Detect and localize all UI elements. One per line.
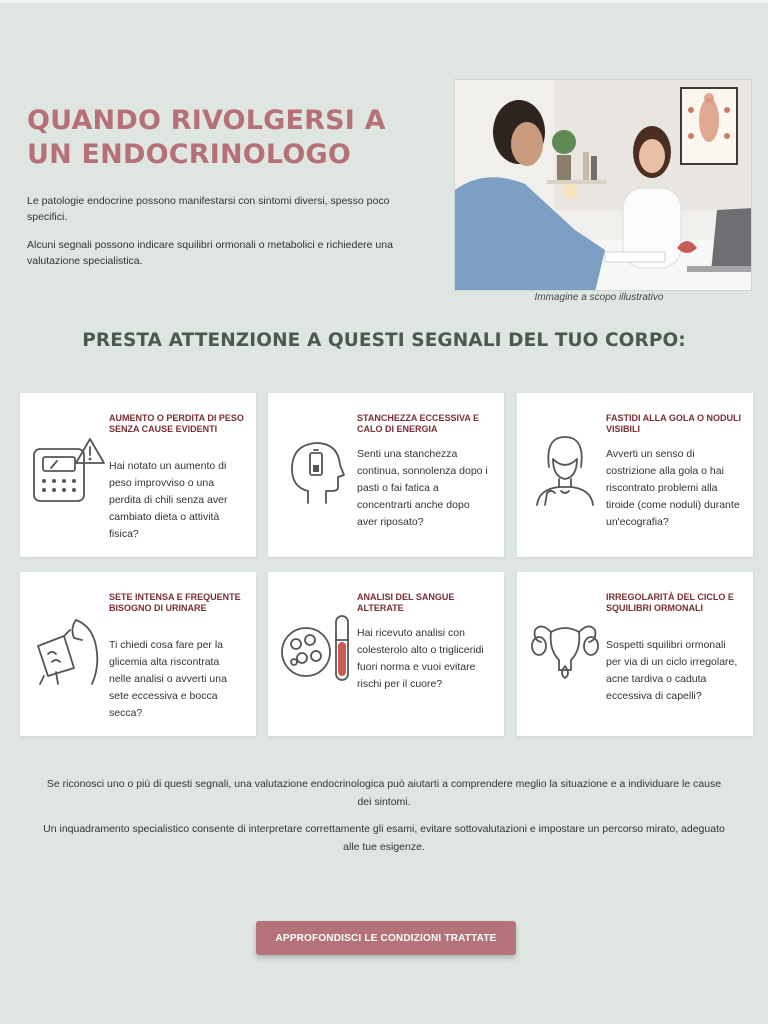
- outro-text-1: Se riconosci uno o più di questi segnali, una valutazione endocrinologica può aiutarti a comprendere meglio la situazione e a individuare le cause dei sintomi.: [46, 778, 722, 808]
- card-title: FASTIDI ALLA GOLA O NODULI VISIBILI: [606, 413, 741, 434]
- card-text: Avverti un senso di costrizione alla gola o hai riscontrato problemi alla tiroide (come noduli) durante un'ecografia?: [606, 448, 740, 528]
- card-text: Hai ricevuto analisi con colesterolo alto o trigliceridi fuori norma e vuoi evitare rischi per il cuore?: [357, 627, 484, 690]
- blood-test-icon: [278, 610, 354, 686]
- woman-neck-icon: [527, 431, 603, 507]
- outro-text-2: Un inquadramento specialistico consente di interpretare correttamente gli esami, evitare sottovalutazioni e impostare un percorso mirato, adeguato alle tue esigenze.: [43, 823, 725, 853]
- card-title: ANALISI DEL SANGUE ALTERATE: [357, 592, 455, 613]
- image-caption: Immagine a scopo illustrativo: [534, 292, 664, 303]
- hero-intro-text: Le patologie endocrine possono manifestarsi con sintomi diversi, spesso poco specifici.: [27, 195, 390, 223]
- signals-heading: PRESTA ATTENZIONE A QUESTI SEGNALI DEL TUO CORPO:: [82, 330, 686, 351]
- card-title: IRREGOLARITÀ DEL CICLO E SQUILIBRI ORMONALI: [606, 592, 734, 613]
- card-text: Ti chiedi cosa fare per la glicemia alta riscontrata nelle analisi o avverti una sete eccessiva e bocca secca?: [109, 639, 227, 719]
- signal-card-fatigue: [268, 393, 504, 557]
- signal-card-cycle: [517, 572, 753, 736]
- card-title: AUMENTO O PERDITA DI PESO SENZA CAUSE EVIDENTI: [109, 413, 244, 434]
- signal-card-thirst: [20, 572, 256, 736]
- signal-card-weight: [20, 393, 256, 557]
- consultation-photo: [454, 79, 752, 291]
- drinking-icon: [30, 610, 106, 686]
- scale-warning-icon: [30, 431, 106, 507]
- card-text: Senti una stanchezza continua, sonnolenza dopo i pasti o fai fatica a concentrarti anche dopo aver riposato?: [357, 448, 488, 528]
- card-text: Hai notato un aumento di peso improvviso o una perdita di chili senza aver cambiato dieta o attività fisica?: [109, 460, 228, 540]
- card-title: STANCHEZZA ECCESSIVA E CALO DI ENERGIA: [357, 413, 480, 434]
- card-text: Sospetti squilibri ormonali per via di un ciclo irregolare, acne tardiva o caduta eccessiva di capelli?: [606, 639, 738, 702]
- page-title: QUANDO RIVOLGERSI A UN ENDOCRINOLOGO: [27, 105, 386, 170]
- signal-card-blood: [268, 572, 504, 736]
- signal-card-throat: [517, 393, 753, 557]
- uterus-icon: [527, 610, 603, 686]
- head-battery-icon: [278, 431, 354, 507]
- card-title: SETE INTENSA E FREQUENTE BISOGNO DI URINARE: [109, 592, 241, 613]
- hero-detail-text: Alcuni segnali possono indicare squilibri ormonali o metabolici e richiedere una valutazione specialistica.: [27, 239, 393, 267]
- top-strip: [0, 0, 768, 3]
- learn-more-button[interactable]: APPROFONDISCI LE CONDIZIONI TRATTATE: [256, 921, 516, 955]
